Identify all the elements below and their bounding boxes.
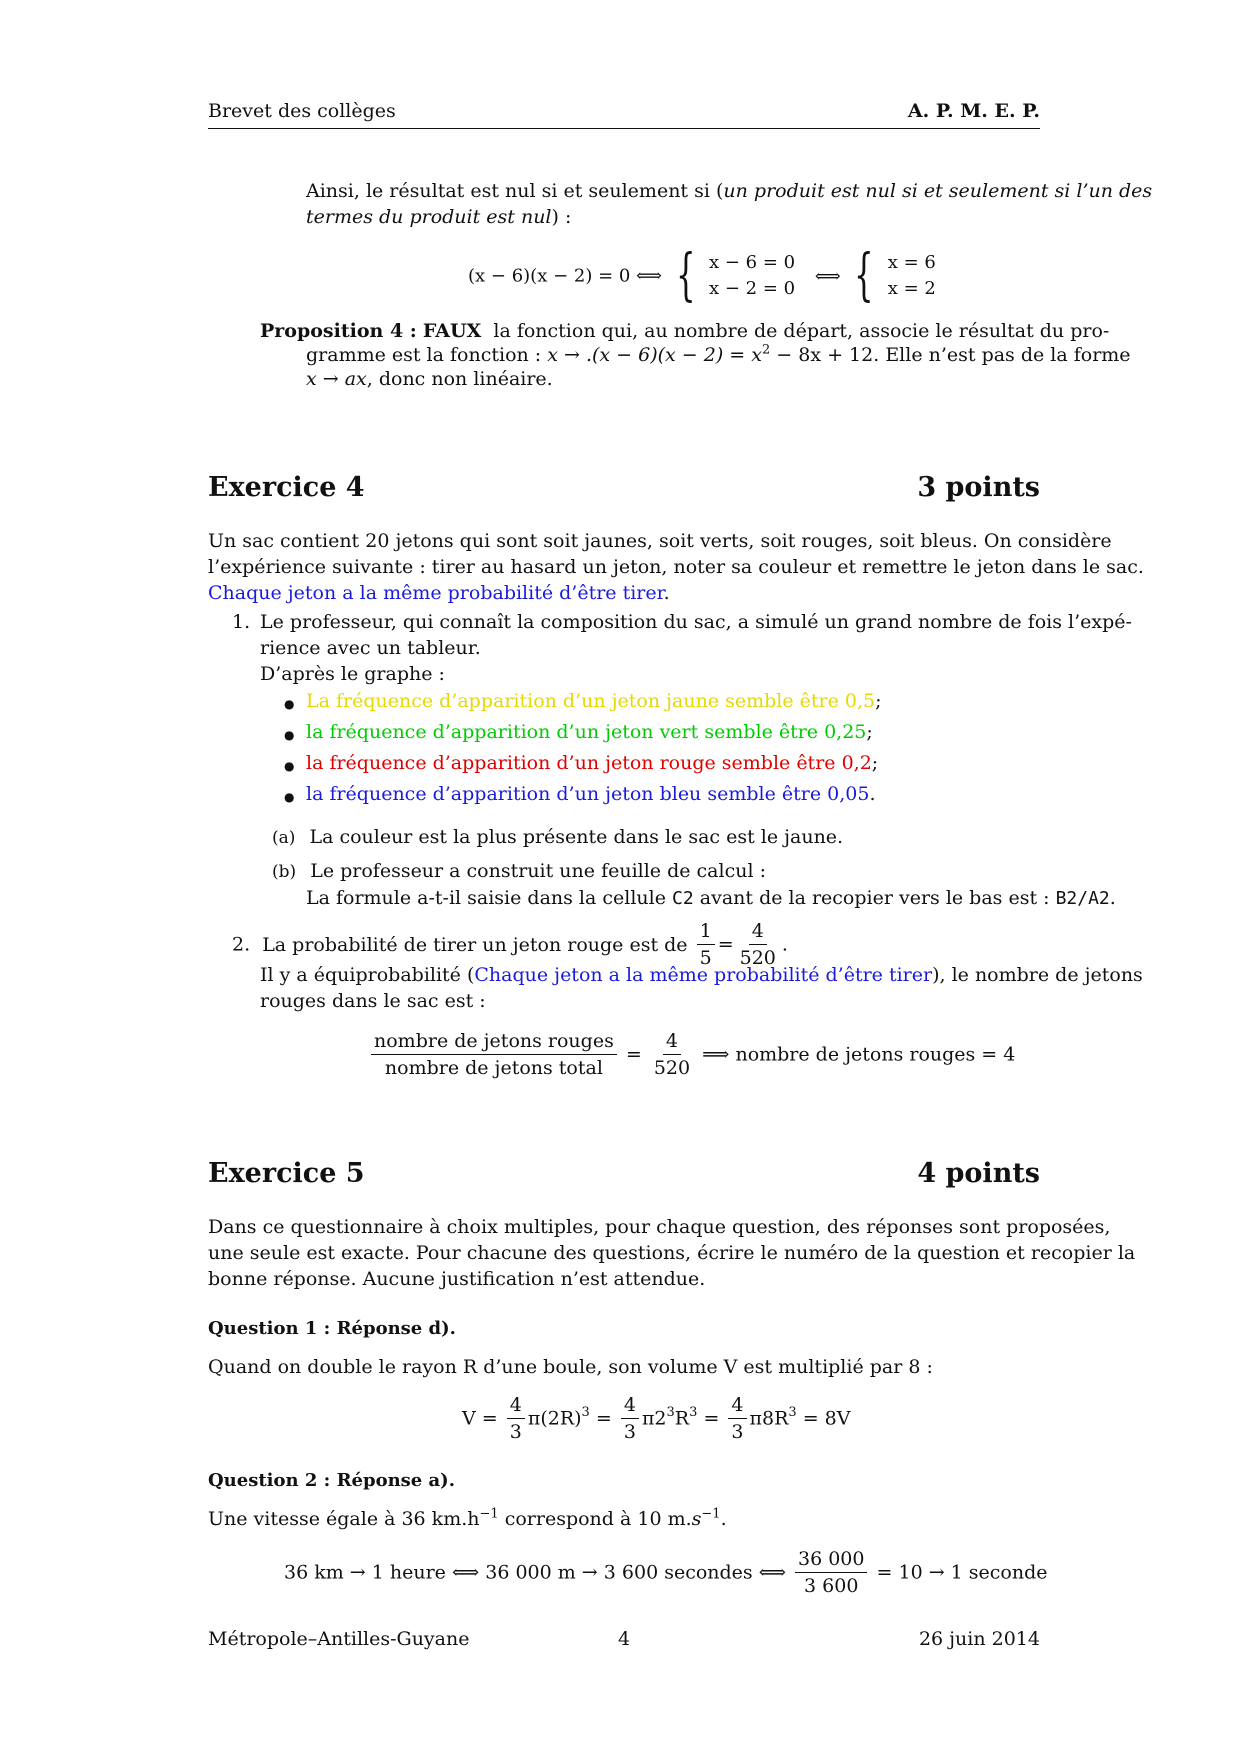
subquestion-b: (b) Le professeur a construit une feuille de calcul : La formule a-t-il saisie dans la cellule C2 avant de la recopier vers le bas est : B2/A2. <box>272 860 1116 909</box>
proposition-4: Proposition 4 : FAUX la fonction qui, au nombre de départ, associe le résultat du pro- gramme est la fonction : $x \to .(x - 6)(x - 2) = x^2 - 8x + 12$. Elle n’est pas de la forme x → ax, donc non linéaire. <box>260 320 1131 390</box>
header-right: A. P. M. E. P. <box>907 100 1040 122</box>
page-number: 4 <box>618 1628 631 1650</box>
system-1: x − 6 = 0 x − 2 = 0 <box>708 252 796 299</box>
equation-system <box>468 243 936 308</box>
exercice-4-title: Exercice 4 <box>208 472 365 503</box>
question-2-equation: $\frac{\text{nombre de jetons rouges}}{\text{nombre de jetons total}}$ = $\frac{4}{520}$ ⟹ nombre de jetons rouges = 4 <box>368 1028 1015 1081</box>
eq-arrow-2: ⟺ <box>814 265 841 287</box>
fraction-4-520: $\frac{4}{520}$ <box>739 920 776 969</box>
eq-left: (x − 6)(x − 2) = 0 <box>468 265 631 287</box>
question-2-speed-text: Une vitesse égale à 36 $km.h^{-1}$ correspond à 10 $m.s^{-1}$. <box>208 1506 727 1530</box>
fraction-rouges-total: $\frac{\text{nombre de jetons rouges}}{\text{nombre de jetons total}}$ <box>371 1028 617 1081</box>
question-1-title: Question 1 : Réponse d). <box>208 1318 456 1339</box>
question-2-text: Il y a équiprobabilité (Chaque jeton a la même probabilité d’être tirer), le nombre de jetons rouges dans le sac est : <box>260 964 1143 1012</box>
question-2: 2. La probabilité de tirer un jeton rouge est de $\frac{1}{5}$ = $\frac{4}{520}$ . <box>232 920 788 969</box>
frequency-list <box>284 690 1024 814</box>
exercice-5-intro: Dans ce questionnaire à choix multiples, pour chaque question, des réponses sont proposées, une seule est exacte. Pour chacune des questions, écrire le numéro de la question et recopier la bonne réponse. Aucune justification n’est attendue. <box>208 1216 1136 1290</box>
system-2: x = 6 x = 2 <box>887 252 936 299</box>
left-brace-2: { <box>854 243 874 308</box>
eq-arrow-1: ⟺ <box>636 265 662 287</box>
footer-right: 26 juin 2014 <box>918 1628 1040 1650</box>
exercice-5-title: Exercice 5 <box>208 1158 365 1189</box>
question-1: 1. Le professeur, qui connaît la composition du sac, a simulé un grand nombre de fois l’expé- rience avec un tableur. D’après le graphe : <box>232 611 1132 685</box>
intro-line-2: termes du produit est nul) : <box>306 206 572 228</box>
speed-equation: 36 km → 1 heure ⟺ 36 000 m → 3 600 secondes ⟺ $\frac{36 000}{3 600}$ = 10 → 1 seconde <box>284 1548 1048 1597</box>
exercice-4-intro: Un sac contient 20 jetons qui sont soit jaunes, soit verts, soit rouges, soit bleus. On considère l’expérience suivante : tirer au hasard un jeton, noter sa couleur et remettre le jeton dans le sac. Chaque jeton a la même probabilité d’être tirer. <box>208 530 1144 604</box>
fraction-one-fifth: $\frac{1}{5}$ <box>697 918 715 971</box>
list-item: ● La fréquence d’apparition d’un jeton jaune semble être 0,5; <box>284 690 882 712</box>
page-footer <box>208 1628 1040 1654</box>
footer-left: Métropole–Antilles-Guyane <box>208 1628 470 1650</box>
exercice-5-heading <box>208 1158 1040 1194</box>
header-left: Brevet des collèges <box>208 100 396 122</box>
exercice-5-points: 4 points <box>917 1158 1040 1189</box>
fraction-4-520-b: $\frac{4}{520}$ <box>653 1030 691 1079</box>
list-item: ● la fréquence d’apparition d’un jeton vert semble être 0,25; <box>284 721 873 743</box>
exercice-4-heading <box>208 472 1040 508</box>
intro-line-1: Ainsi, le résultat est nul si et seulement si (un produit est nul si et seulement si l’un des <box>306 180 1153 202</box>
list-item: ● la fréquence d’apparition d’un jeton bleu semble être 0,05. <box>284 783 876 805</box>
left-brace-1: { <box>675 243 696 308</box>
page-header <box>208 100 1040 129</box>
question-2-title: Question 2 : Réponse a). <box>208 1470 455 1491</box>
list-item: ● la fréquence d’apparition d’un jeton rouge semble être 0,2; <box>284 752 879 774</box>
question-1-text: Quand on double le rayon R d’une boule, son volume V est multiplié par 8 : <box>208 1356 933 1378</box>
volume-equation: V = $\frac{4}{3}$ $\pi(2R)^3$ = $\frac{4}{3}$ $\pi 2^3R^3$ = $\frac{4}{3}$ $\pi 8R^3 = 8V$ <box>462 1394 851 1443</box>
exercice-4-points: 3 points <box>917 472 1040 503</box>
subquestion-a: (a) La couleur est la plus présente dans le sac est le jaune. <box>272 826 844 848</box>
